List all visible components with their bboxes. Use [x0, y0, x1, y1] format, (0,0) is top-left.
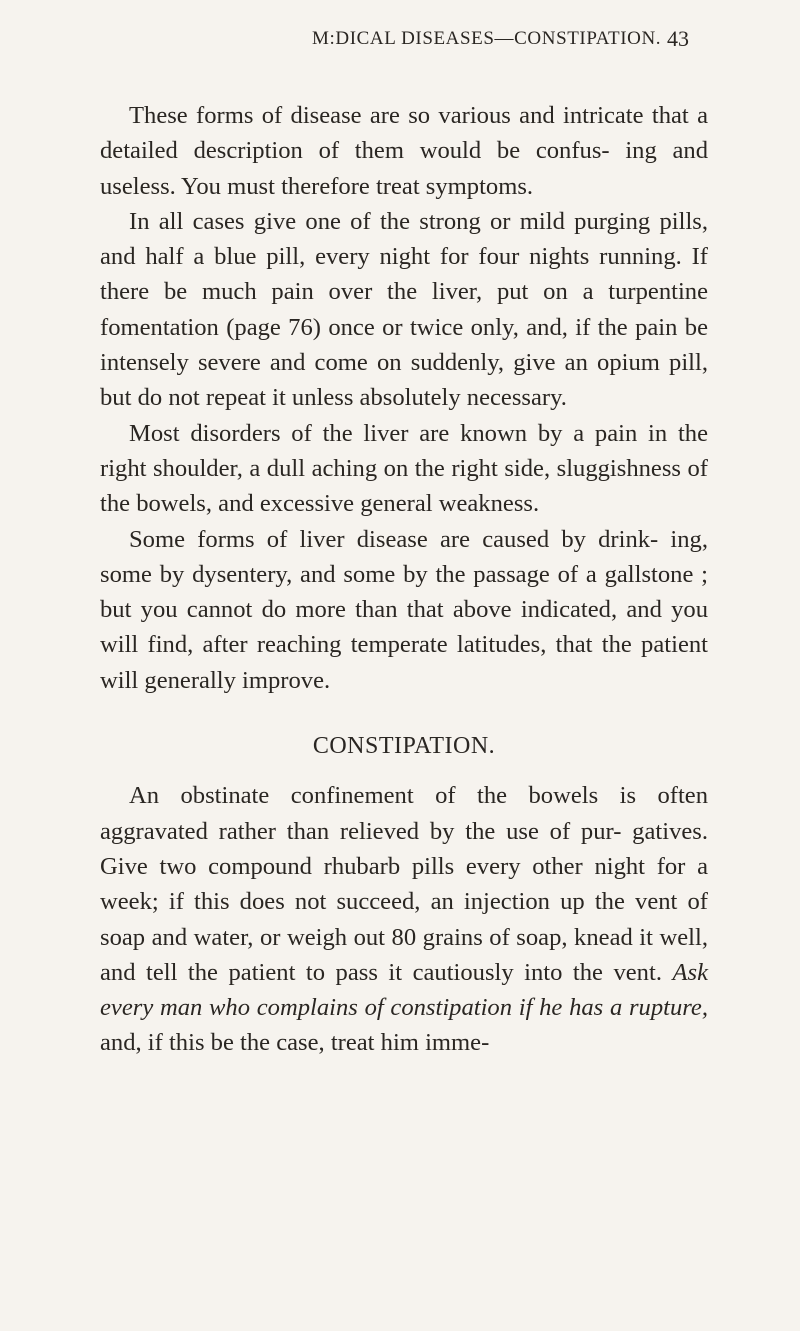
constipation-text-end: and, if this be the case, treat him imme-: [100, 1029, 490, 1057]
paragraph-symptoms: These forms of disease are so various and intricate that a detailed description of them would be confus- ing and useless. You must therefore treat symptoms.: [100, 102, 708, 200]
paragraph-treatment: In all cases give one of the strong or mild purging pills, and half a blue pill, every night for four nights running. If there be much pain over the liver, put on a turpentine fomentation (page 76) once or twice only, and, if the pain be intensely severe and come on suddenly, give an opium pill, but do not repeat it unless absolutely necessary.: [100, 207, 708, 412]
running-title: M:DICAL DISEASES—CONSTIPATION.: [312, 28, 662, 49]
paragraph-liver-causes: Some forms of liver disease are caused by drink- ing, some by dysentery, and some by the passage of a gallstone ; but you cannot do more than that above indicated, and you will find, after reaching temperate latitudes, that the patient will generally improve.: [100, 525, 708, 694]
paragraph-liver-disorders: Most disorders of the liver are known by a pain in the right shoulder, a dull aching on the right side, sluggishness of the bowels, and excessive general weakness.: [100, 419, 708, 518]
running-head: [0, 28, 800, 64]
page-number: 43: [667, 26, 689, 51]
constipation-text-start: An obstinate confinement of the bowels is often aggravated rather than relieved by the use of pur- gatives. Give two compound rhubarb pills every other night for a week; if this does not succeed, an injection up the vent of soap and water, or weigh out 80 grains of soap, knead it well, and tell the patient to pass it cautiously into the vent.: [100, 782, 708, 986]
constipation-italic-advice: Ask every man who complains of constipation if he has a rupture,: [100, 958, 708, 1022]
section-heading-constipation: CONSTIPATION.: [312, 733, 496, 760]
paragraph-constipation: [100, 778, 708, 1060]
body-text: [100, 98, 708, 1061]
